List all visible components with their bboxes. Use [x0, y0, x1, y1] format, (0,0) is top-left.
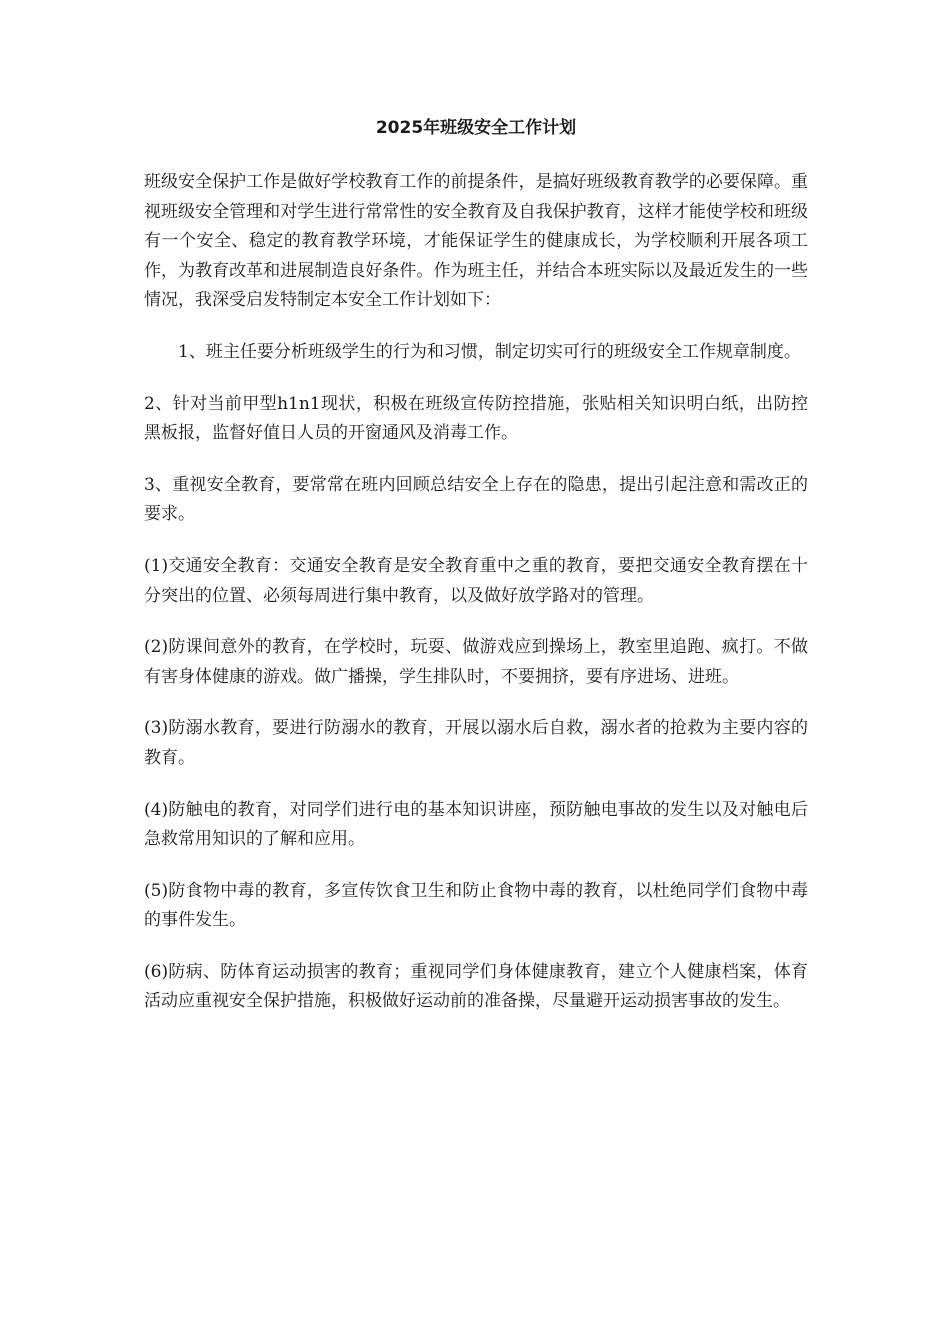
paragraph-intro: 班级安全保护工作是做好学校教育工作的前提条件，是搞好班级教育教学的必要保障。重视班级安全管理和对学生进行常常性的安全教育及自我保护教育，这样才能使学校和班级有一个安全、稳定的教育教学环境，才能保证学生的健康成长，为学校顺利开展各项工作，为教育改革和进展制造良好条件。作为班主任，并结合本班实际以及最近发生的一些情况，我深受启发特制定本安全工作计划如下：	[144, 172, 808, 311]
paragraph-item-1: 1、班主任要分析班级学生的行为和习惯，制定切实可行的班级安全工作规章制度。	[178, 341, 801, 362]
paragraph-subitem-3: (3)防溺水教育，要进行防溺水的教育，开展以溺水后自救，溺水者的抢救为主要内容的教育。	[144, 718, 808, 768]
document-title: 2025年班级安全工作计划	[375, 118, 577, 138]
paragraph-item-3: 3、重视安全教育，要常常在班内回顾总结安全上存在的隐患，提出引起注意和需改正的要求。	[144, 474, 808, 525]
paragraph-subitem-2: (2)防课间意外的教育，在学校时，玩耍、做游戏应到操场上，教室里追跑、疯打。不做有害身体健康的游戏。做广播操，学生排队时，不要拥挤，要有序进场、进班。	[144, 637, 808, 687]
paragraph-item-2: 2、针对当前甲型h1n1现状，积极在班级宣传防控措施，张贴相关知识明白纸，出防控黑板报，监督好值日人员的开窗通风及消毒工作。	[144, 393, 808, 444]
paragraph-subitem-6: (6)防病、防体育运动损害的教育；重视同学们身体健康教育，建立个人健康档案，体育活动应重视安全保护措施，积极做好运动前的准备操，尽量避开运动损害事故的发生。	[144, 961, 808, 1012]
paragraph-subitem-5: (5)防食物中毒的教育，多宣传饮食卫生和防止食物中毒的教育，以杜绝同学们食物中毒的事件发生。	[144, 880, 808, 931]
paragraph-subitem-4: (4)防触电的教育，对同学们进行电的基本知识讲座，预防触电事故的发生以及对触电后急救常用知识的了解和应用。	[144, 799, 808, 850]
paragraph-subitem-1: (1)交通安全教育：交通安全教育是安全教育重中之重的教育，要把交通安全教育摆在十分突出的位置、必须每周进行集中教育，以及做好放学路对的管理。	[144, 555, 808, 606]
